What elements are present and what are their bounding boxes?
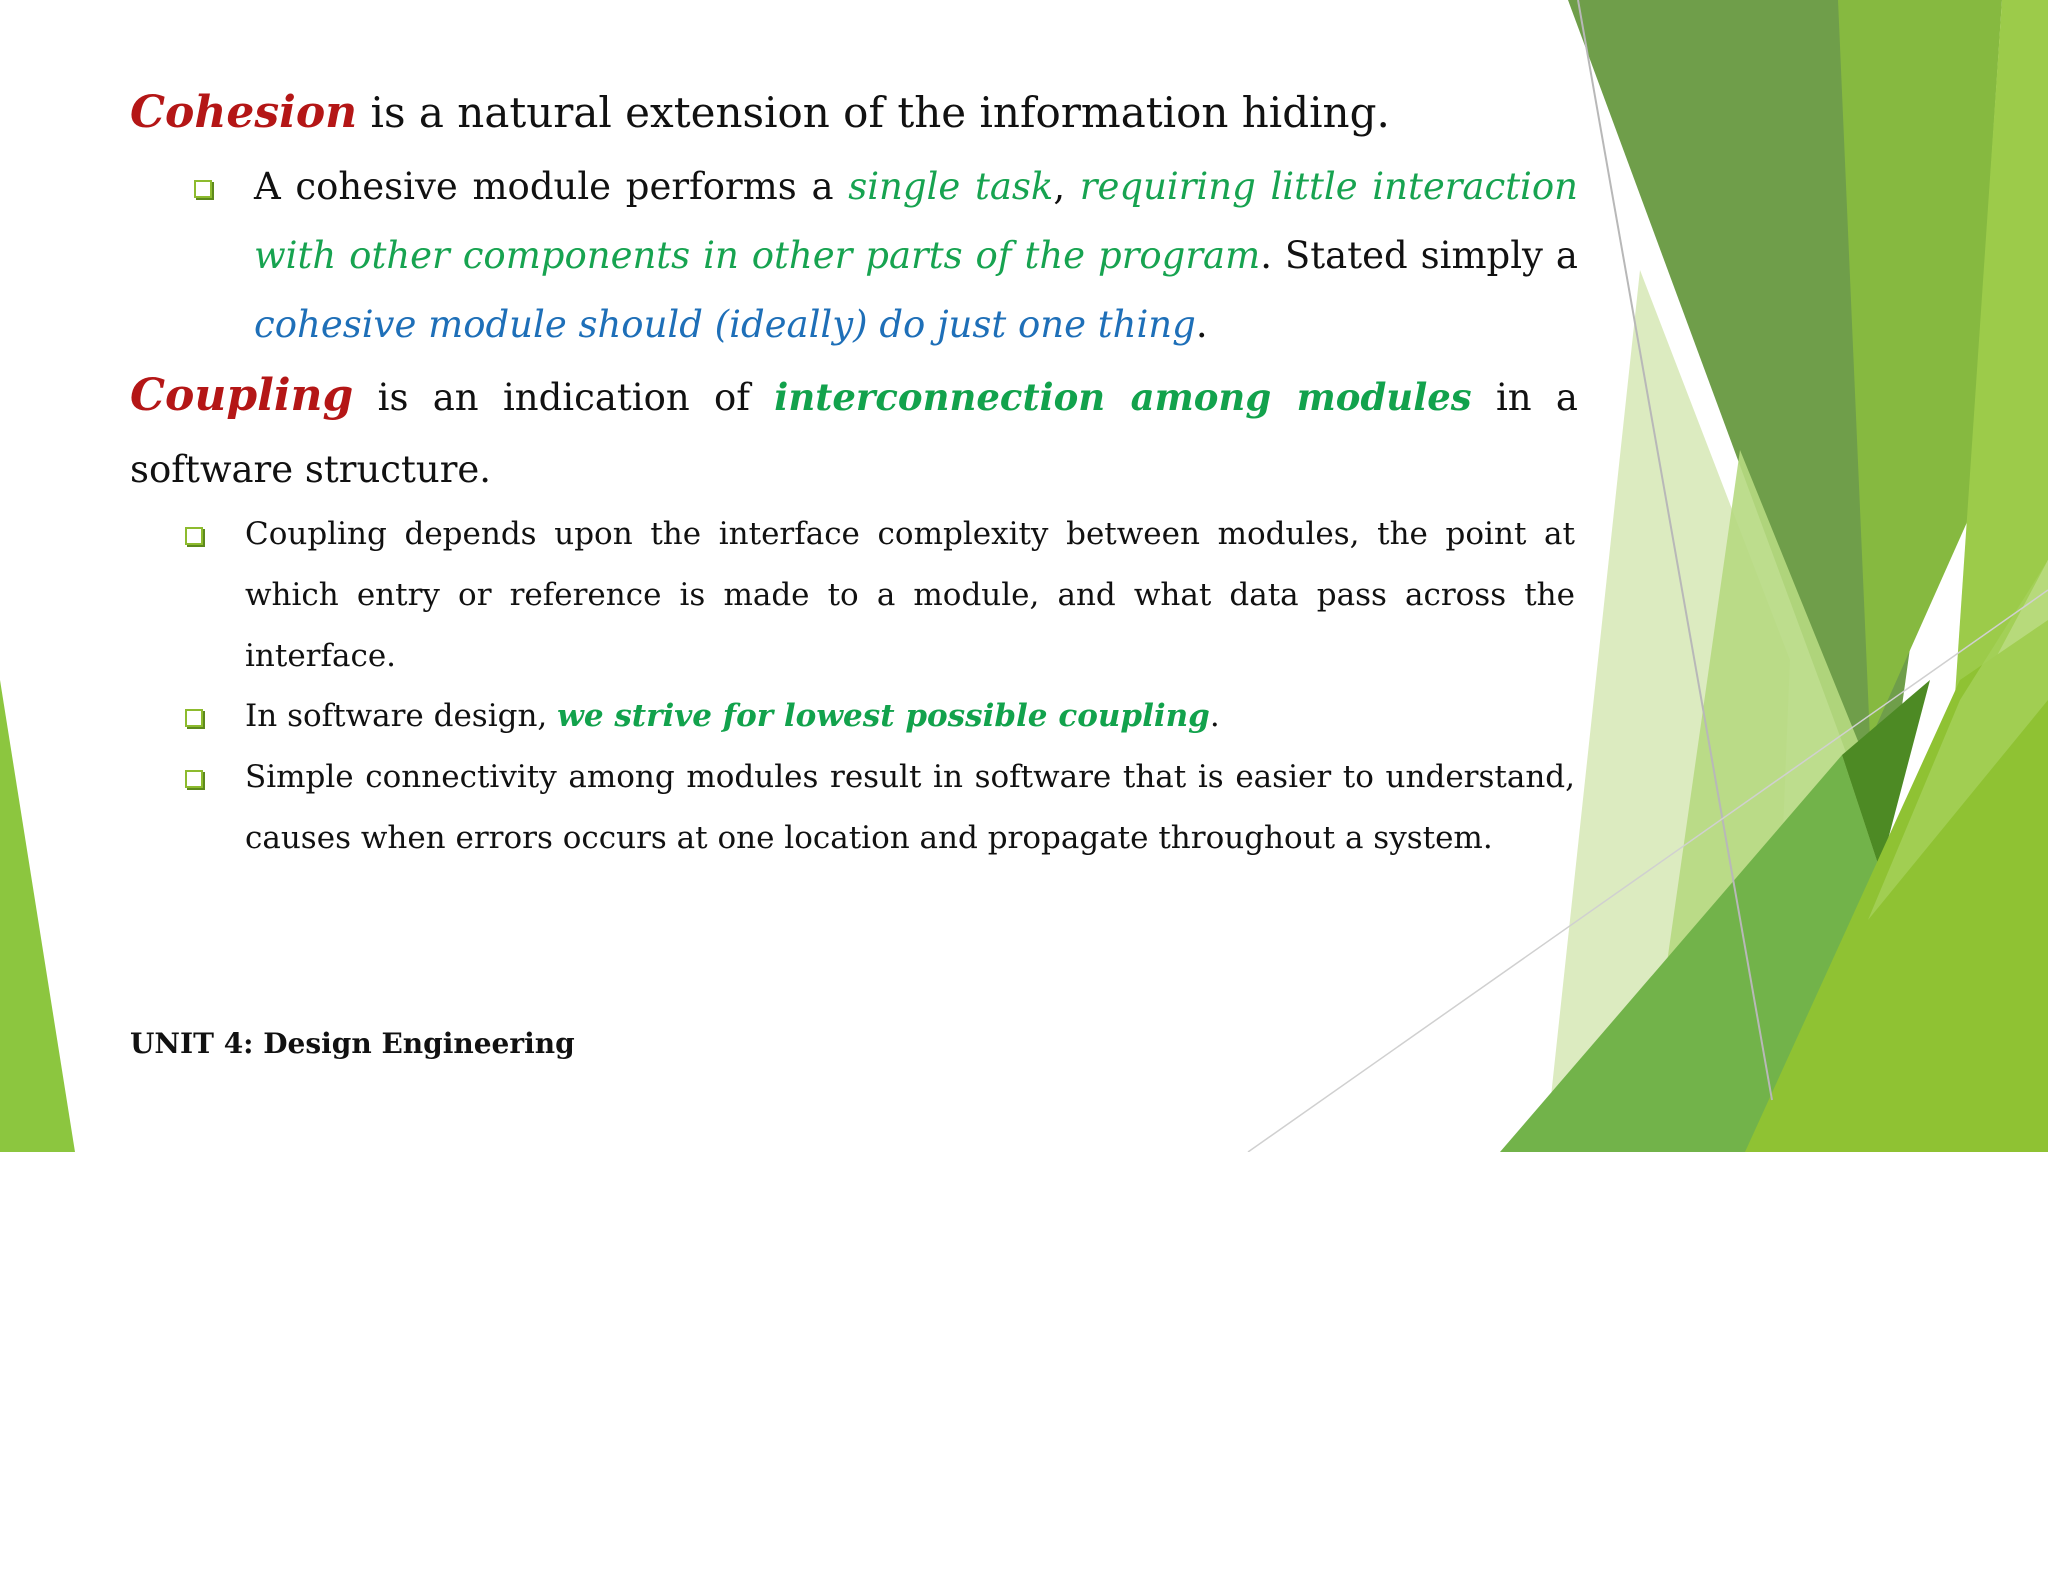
coupling-bullet-strive	[245, 686, 1575, 747]
coupling-term: Coupling	[130, 370, 354, 421]
little-interaction-highlight: requiring little interaction with other components in other parts of the program	[254, 165, 1578, 277]
strive-period: .	[1209, 698, 1220, 734]
square-bullet-icon	[185, 770, 203, 788]
lowest-coupling-highlight: we strive for lowest possible coupling	[557, 698, 1210, 734]
coupling-bullet-connectivity: Simple connectivity among modules result in software that is easier to understand, causes when errors occurs at one location and propagate throughout a system.	[245, 759, 1575, 856]
single-task-highlight: single task	[848, 165, 1054, 208]
cohesion-bullet-text-1: A cohesive module performs a	[254, 165, 849, 208]
cohesion-bullet-comma: ,	[1053, 165, 1080, 208]
square-bullet-icon	[185, 709, 203, 727]
cohesion-bullet-text-2: . Stated simply a	[1260, 234, 1578, 277]
slide-footer: UNIT 4: Design Engineering	[130, 1027, 575, 1060]
cohesion-bullet	[254, 152, 1578, 359]
cohesion-definition	[130, 82, 1578, 144]
one-thing-highlight: cohesive module should (ideally) do just one thing	[254, 303, 1196, 346]
interconnection-highlight: interconnection among modules	[774, 375, 1472, 419]
coupling-definition	[130, 360, 1578, 506]
coupling-bullet-interface: Coupling depends upon the interface complexity between modules, the point at which entry or reference is made to a module, and what data pass across the interface.	[245, 516, 1575, 674]
strive-text-1: In software design,	[245, 698, 558, 734]
cohesion-term: Cohesion	[130, 87, 358, 138]
coupling-text-2: in a software structure.	[130, 376, 1578, 491]
left-green-sliver	[0, 680, 75, 1152]
square-bullet-icon	[194, 180, 212, 198]
cohesion-text: is a natural extension of the information hiding.	[357, 88, 1390, 137]
coupling-text-1: is an indication of	[353, 376, 775, 419]
square-bullet-icon	[185, 527, 203, 545]
cohesion-bullet-period: .	[1195, 303, 1208, 346]
